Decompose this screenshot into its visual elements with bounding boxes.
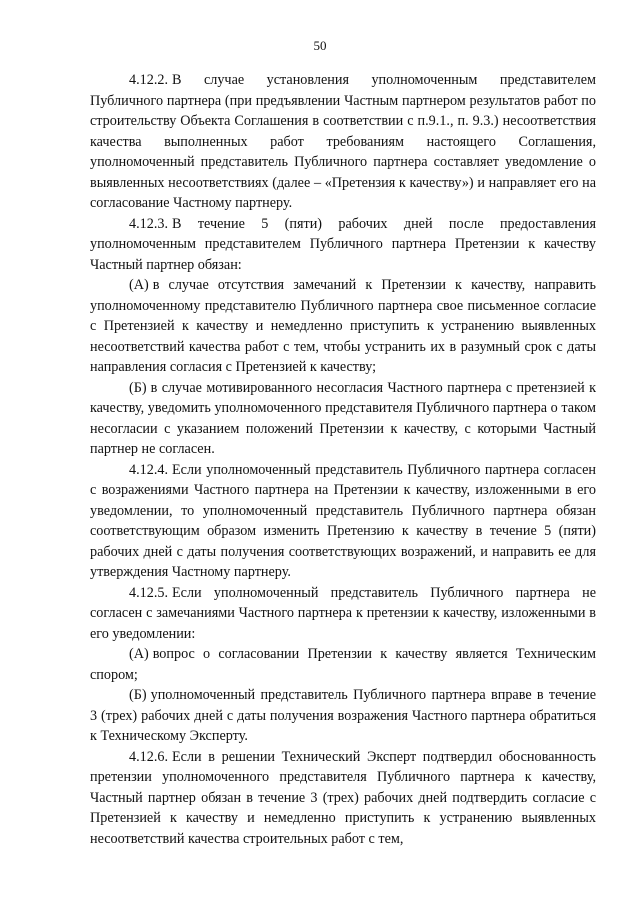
clause-number: (Б) [129,379,147,396]
page-number: 50 [313,38,327,53]
clause-number: 4.12.3. [129,215,169,232]
clause-number: (Б) [129,687,147,703]
document-body [90,70,596,849]
clause-text: В случае установления уполномоченным представителем Публичного партнера (при предъявлении Частным партнером результатов работ по строительству Объекта Соглашения в соответствии с п.9.1., п. 9.3.) несоответствия качества выполненных работ требованиям настоящего Соглашения, уполномоченный представитель Публичного партнера составляет уведомление о выявленных несоответствиях (далее – «Претензия к качеству») и направляет его на согласование Частному партнеру. [90,72,596,211]
clause-number: (А) [129,646,149,662]
paragraph-4-12-5 [90,583,596,645]
clause-text: Если в решении Технический Эксперт подтвердил обоснованность претензии уполномоченного представителя Публичного партнера к качеству, Частный партнер обязан в течение 3 (трех) рабочих дней подтвердить согласие с Претензией к качеству и немедленно приступить к устранению выявленных несоответствий качества строительных работ с тем, [90,748,596,847]
clause-number: (А) [129,277,149,293]
clause-number: 4.12.4. [129,461,169,478]
clause-text: в случае мотивированного несогласия Частного партнера с претензией к качеству, уведомить уполномоченного представителя Публичного партнера о таком несогласии с указанием положений Претензии к качеству, с которыми Частный партнер не согласен. [90,379,596,457]
clause-text: в случае отсутствия замечаний к Претензии к качеству, направить уполномоченному представителю Публичного партнера свое письменное согласие с Претензией к качеству и немедленно приступить к устранению выявленных несоответствий качества работ с тем, чтобы устранить их в разумный срок с даты направления согласия с Претензией к качеству; [90,277,596,375]
clause-number: 4.12.6. [129,748,169,765]
clause-number: 4.12.5. [129,584,169,601]
clause-text: Если уполномоченный представитель Публичного партнера согласен с возражениями Частного партнера на Претензии к качеству, изложенными в его уведомлении, то уполномоченный представитель Публичного партнера обязан соответствующим образом изменить Претензию к качеству в течение 5 (пяти) рабочих дней с даты получения соответствующих возражений, и направить ее для утверждения Частному партнеру. [90,461,596,580]
paragraph-4-12-4 [90,460,596,583]
paragraph-4-12-6 [90,747,596,850]
paragraph-4-12-5-b [90,685,596,747]
paragraph-4-12-3-a [90,275,596,378]
clause-text: Если уполномоченный представитель Публичного партнера не согласен с замечаниями Частного партнера к претензии к качеству, изложенными в его уведомлении: [90,584,596,642]
clause-text: В течение 5 (пяти) рабочих дней после предоставления уполномоченным представителем Публичного партнера Претензии к качеству Частный партнер обязан: [90,215,596,273]
paragraph-4-12-3 [90,214,596,276]
paragraph-4-12-3-b [90,378,596,460]
clause-number: 4.12.2. [129,72,169,88]
paragraph-4-12-5-a [90,644,596,685]
paragraph-4-12-2 [90,70,596,214]
clause-text: уполномоченный представитель Публичного партнера вправе в течение 3 (трех) рабочих дней с даты получения возражения Частного партнера обратиться к Техническому Эксперту. [90,687,596,744]
clause-text: вопрос о согласовании Претензии к качеству является Техническим спором; [90,646,596,683]
